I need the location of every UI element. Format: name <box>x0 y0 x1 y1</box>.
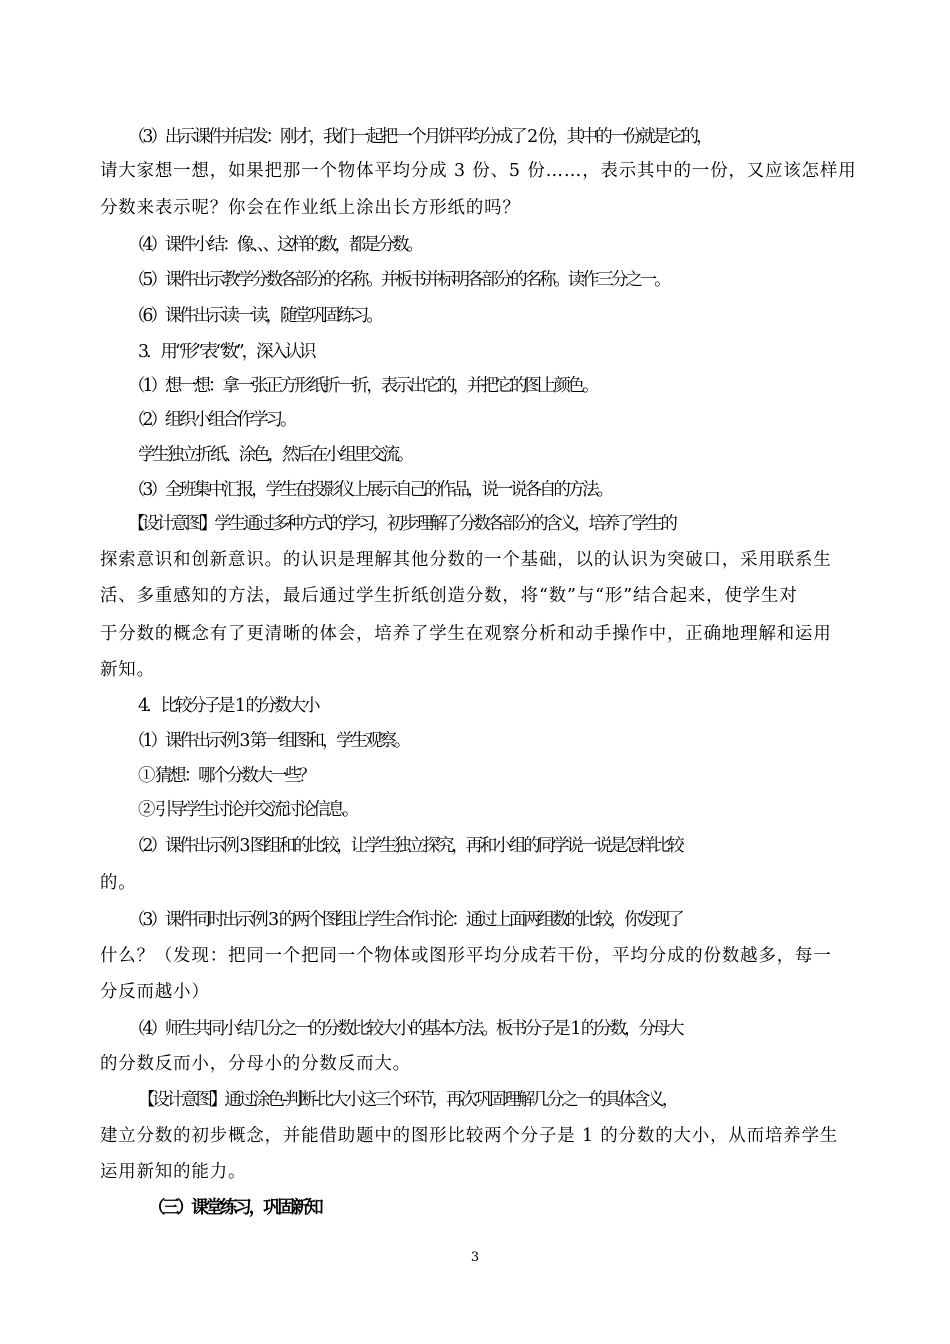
design-intent-line: 运用新知的能力。 <box>100 1162 247 1182</box>
text-line: （6）课件出示读一读，随堂巩固练习。 <box>128 306 381 326</box>
text-line: ① 猜想：哪个分数大一些？ <box>138 766 314 786</box>
section-heading: 3．用“形”表“数”，深入认识 <box>138 342 314 362</box>
text-line: （2）组织小组合作学习。 <box>128 410 295 430</box>
page-number: 3 <box>470 1250 480 1265</box>
text-line: （1）课件出示例 3 第一组图和，学生观察。 <box>128 731 409 751</box>
text-line: （2）课件出示例 3 图组和的比较，让学生独立探究，再和小组的同学说一说是怎样比较 <box>128 836 682 856</box>
section-heading-bold: （三）课堂练习，巩固新知 <box>148 1198 321 1218</box>
design-intent-line: 【设计意图】学生通过多种方式的学习，初步理解了分数各部分的含义，培养了学生的 <box>128 514 675 534</box>
text-line: （4）师生共同小结几分之一的分数比较大小的基本方法。板书分子是 1 的分数，分母大 <box>128 1019 682 1039</box>
text-line: 分反而越小） <box>100 982 210 1002</box>
design-intent-line: 新知。 <box>100 660 155 680</box>
text-line: （3）全班集中汇报，学生在投影仪上展示自己的作品，说一说各自的方法。 <box>128 480 611 500</box>
section-heading: 4．比较分子是 1 的分数大小 <box>138 696 318 716</box>
text-line: （3）出示课件并启发：刚才，我们一起把一个月饼平均分成了 2 份，其中的一份就是它的， <box>128 127 711 147</box>
design-intent-line: 探索意识和创新意识。的认识是理解其他分数的一个基础，以的认识为突破口，采用联系生 <box>100 550 832 570</box>
text-line: （4）课件小结：像、、、这样的数，都是分数。 <box>128 235 421 255</box>
text-line: （3）课件同时出示例 3 的两个图组让学生合作讨论：通过上面两组数的比较，你发现了 <box>128 910 682 930</box>
text-line: 的分数反而小，分母小的分数反而大。 <box>100 1054 411 1074</box>
text-line: 请大家想一想，如果把那一个物体平均分成 3 份、5 份……，表示其中的一份，又应该怎样用 <box>100 161 857 181</box>
text-line: （1）想一想：拿一张正方形纸折一折，表示出它的，并把它的图上颜色。 <box>128 376 597 396</box>
text-line: 什么？（发现：把同一个把同一个物体或图形平均分成若干份，平均分成的份数越多，每一 <box>100 946 832 966</box>
text-line: 学生独立折纸、涂色，然后在小组里交流。 <box>138 445 412 465</box>
design-intent-line: 【设计意图】通过涂色-判断-比大小这三个环节，再次巩固理解几分之一的具体含义， <box>138 1090 677 1110</box>
design-intent-line: 建立分数的初步概念，并能借助题中的图形比较两个分子是 1 的分数的大小，从而培养学生 <box>100 1126 839 1146</box>
text-line: 分数来表示呢？你会在作业纸上涂出长方形纸的吗？ <box>100 198 521 218</box>
text-line: 的。 <box>100 873 137 893</box>
design-intent-line: 于分数的概念有了更清晰的体会，培养了学生在观察分析和动手操作中，正确地理解和运用 <box>100 624 832 644</box>
design-intent-line: 活、多重感知的方法，最后通过学生折纸创造分数，将“数”与“形”结合起来，使学生对 <box>100 586 798 606</box>
text-line: ② 引导学生讨论并交流讨论信息。 <box>138 800 357 820</box>
text-line: （5）课件出示教学分数各部分的名称。并板书并标明各部分的名称。读作三分之一。 <box>128 270 669 290</box>
